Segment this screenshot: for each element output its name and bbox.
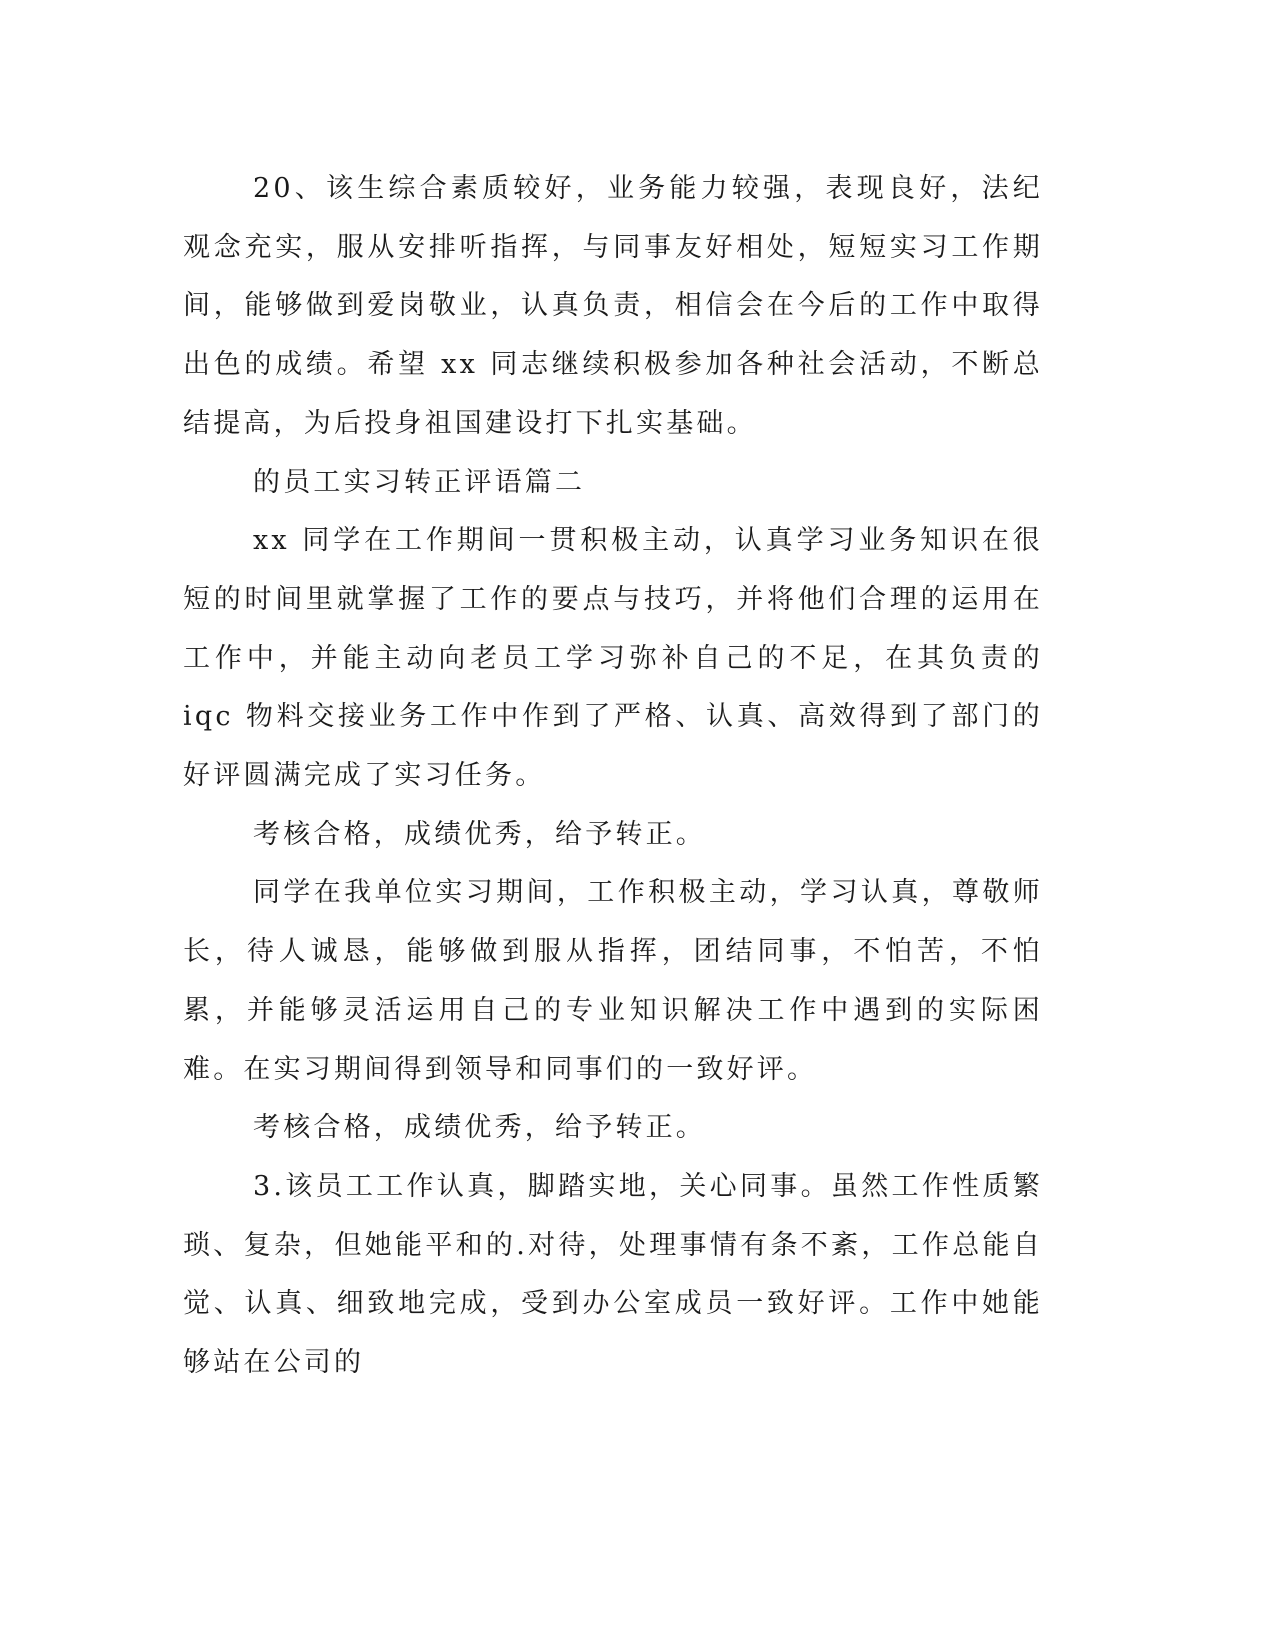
paragraph-assessment-result-2: 考核合格，成绩优秀，给予转正。 <box>253 1112 706 1144</box>
paragraph-evaluation-20: 20、该生综合素质较好，业务能力较强，表现良好，法纪观念充实，服从安排听指挥，与同事友好相处，短短实习工作期间，能够做到爱岗敬业，认真负责，相信会在今后的工作中取得出色的成绩。希望 xx 同志继续积极参加各种社会活动，不断总结提高，为后投身祖国建设打下扎实基础。 <box>183 173 1043 439</box>
paragraph-evaluation-3: 3.该员工工作认真，脚踏实地，关心同事。虽然工作性质繁琐、复杂，但她能平和的.对待，处理事情有条不紊，工作总能自觉、认真、细致地完成，受到办公室成员一致好评。工作中她能够站在公司的 <box>183 1170 1043 1379</box>
paragraph-assessment-result: 考核合格，成绩优秀，给予转正。 <box>253 818 706 850</box>
paragraph-internship-review: 同学在我单位实习期间，工作积极主动，学习认真，尊敬师长，待人诚恳，能够做到服从指挥，团结同事，不怕苦，不怕累，并能够灵活运用自己的专业知识解决工作中遇到的实际困难。在实习期间得到领导和同事们的一致好评。 <box>183 877 1043 1085</box>
document-body <box>183 160 1043 1393</box>
paragraph-xx-student: xx 同学在工作期间一贯积极主动，认真学习业务知识在很短的时间里就掌握了工作的要点与技巧，并将他们合理的运用在工作中，并能主动向老员工学习弥补自己的不足，在其负责的 iqc 物料交接业务工作中作到了严格、认真、高效得到了部门的好评圆满完成了实习任务。 <box>183 525 1043 792</box>
section-heading: 的员工实习转正评语篇二 <box>253 466 586 498</box>
